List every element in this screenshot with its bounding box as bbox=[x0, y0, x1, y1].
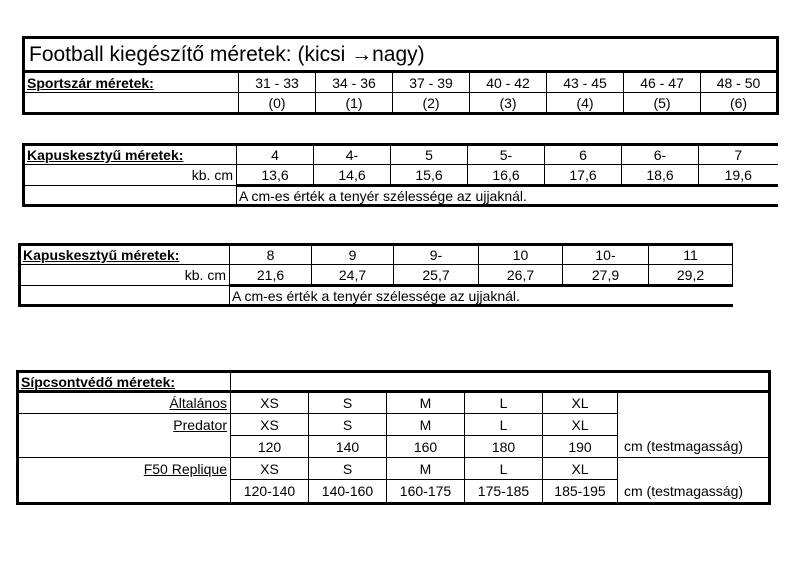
gloves1-cm: 18,6 bbox=[622, 165, 699, 186]
shin-predator-cm: 180 bbox=[465, 436, 543, 458]
gloves1-cm: 16,6 bbox=[468, 165, 545, 186]
shin-predator-cm: 160 bbox=[387, 436, 465, 458]
shin-predator-size: M bbox=[387, 414, 465, 436]
shin-f50-cm: 120-140 bbox=[231, 480, 309, 504]
shin-f50-unit: cm (testmagasság) bbox=[618, 480, 770, 504]
socks-size: 34 - 36 bbox=[316, 72, 393, 93]
gloves2-cm: 21,6 bbox=[230, 265, 312, 286]
shin-predator-cm-empty bbox=[18, 436, 231, 458]
shin-predator-empty bbox=[618, 414, 770, 436]
gloves1-label: Kapuskesztyű méretek: bbox=[24, 145, 237, 165]
gloves1-cm: 15,6 bbox=[391, 165, 468, 186]
shin-label: Sípcsontvédő méretek: bbox=[18, 372, 231, 392]
shin-f50-label: F50 Replique bbox=[18, 458, 231, 480]
shin-predator-unit: cm (testmagasság) bbox=[618, 436, 770, 458]
gloves1-cm: 17,6 bbox=[545, 165, 622, 186]
shin-f50-cm: 160-175 bbox=[387, 480, 465, 504]
socks-size: 48 - 50 bbox=[701, 72, 778, 93]
socks-size: 40 - 42 bbox=[470, 72, 547, 93]
socks-size: 37 - 39 bbox=[393, 72, 470, 93]
socks-code: (0) bbox=[239, 93, 316, 114]
gloves1-size: 5- bbox=[468, 145, 545, 165]
shin-f50-cm: 175-185 bbox=[465, 480, 543, 504]
gloves2-size: 9 bbox=[312, 245, 394, 265]
gloves2-unit-label: kb. cm bbox=[20, 265, 230, 286]
gloves2-note: A cm-es érték a tenyér szélessége az ujjaknál. bbox=[230, 286, 733, 306]
gloves2-cm: 24,7 bbox=[312, 265, 394, 286]
gloves2-cm: 29,2 bbox=[649, 265, 733, 286]
gloves1-size: 5 bbox=[391, 145, 468, 165]
gloves1-cm: 14,6 bbox=[314, 165, 391, 186]
gloves2-label: Kapuskesztyű méretek: bbox=[20, 245, 230, 265]
shin-predator-size: S bbox=[309, 414, 387, 436]
gloves1-size: 6 bbox=[545, 145, 622, 165]
page-title: Football kiegészítő méretek: (kicsi →nagy) bbox=[24, 38, 778, 72]
shin-general-empty bbox=[618, 392, 770, 414]
gloves1-size: 4 bbox=[237, 145, 314, 165]
gloves2-size: 10- bbox=[563, 245, 649, 265]
shin-general-size: XL bbox=[543, 392, 618, 414]
shin-f50-size: XS bbox=[231, 458, 309, 480]
socks-size: 31 - 33 bbox=[239, 72, 316, 93]
gloves2-size: 9- bbox=[394, 245, 479, 265]
shin-general-size: L bbox=[465, 392, 543, 414]
shin-general-label: Általános bbox=[18, 392, 231, 414]
gloves2-size: 10 bbox=[479, 245, 563, 265]
socks-code: (6) bbox=[701, 93, 778, 114]
gloves-size-table-1 bbox=[22, 143, 778, 207]
socks-code: (2) bbox=[393, 93, 470, 114]
shin-f50-empty bbox=[618, 458, 770, 480]
shin-f50-size: M bbox=[387, 458, 465, 480]
gloves1-note: A cm-es érték a tenyér szélessége az ujjaknál. bbox=[237, 186, 778, 206]
shin-predator-cm: 120 bbox=[231, 436, 309, 458]
gloves1-empty-cell bbox=[24, 186, 237, 206]
socks-size-table bbox=[22, 36, 779, 115]
socks-code: (5) bbox=[624, 93, 701, 114]
shin-header-empty bbox=[231, 372, 770, 392]
shin-general-size: XS bbox=[231, 392, 309, 414]
shin-f50-size: L bbox=[465, 458, 543, 480]
shin-f50-size: XL bbox=[543, 458, 618, 480]
gloves2-size: 8 bbox=[230, 245, 312, 265]
shin-predator-cm: 190 bbox=[543, 436, 618, 458]
socks-size: 46 - 47 bbox=[624, 72, 701, 93]
shin-general-size: M bbox=[387, 392, 465, 414]
socks-code: (4) bbox=[547, 93, 624, 114]
gloves2-size: 11 bbox=[649, 245, 733, 265]
shin-guard-size-table bbox=[16, 370, 771, 505]
gloves1-size: 7 bbox=[699, 145, 778, 165]
shin-f50-cm: 140-160 bbox=[309, 480, 387, 504]
shin-predator-size: L bbox=[465, 414, 543, 436]
shin-f50-size: S bbox=[309, 458, 387, 480]
gloves2-cm: 26,7 bbox=[479, 265, 563, 286]
gloves-size-table-2 bbox=[18, 243, 733, 307]
socks-label: Sportszár méretek: bbox=[24, 72, 239, 93]
gloves1-size: 6- bbox=[622, 145, 699, 165]
shin-f50-cm-empty bbox=[18, 480, 231, 504]
socks-size: 43 - 45 bbox=[547, 72, 624, 93]
gloves1-cm: 13,6 bbox=[237, 165, 314, 186]
shin-predator-label: Predator bbox=[18, 414, 231, 436]
gloves1-size: 4- bbox=[314, 145, 391, 165]
shin-predator-cm: 140 bbox=[309, 436, 387, 458]
shin-f50-cm: 185-195 bbox=[543, 480, 618, 504]
gloves2-cm: 27,9 bbox=[563, 265, 649, 286]
shin-predator-size: XS bbox=[231, 414, 309, 436]
socks-code: (3) bbox=[470, 93, 547, 114]
gloves1-unit-label: kb. cm bbox=[24, 165, 237, 186]
gloves1-cm: 19,6 bbox=[699, 165, 778, 186]
socks-code: (1) bbox=[316, 93, 393, 114]
shin-general-size: S bbox=[309, 392, 387, 414]
gloves2-empty-cell bbox=[20, 286, 230, 306]
shin-predator-size: XL bbox=[543, 414, 618, 436]
socks-empty-cell bbox=[24, 93, 239, 114]
gloves2-cm: 25,7 bbox=[394, 265, 479, 286]
